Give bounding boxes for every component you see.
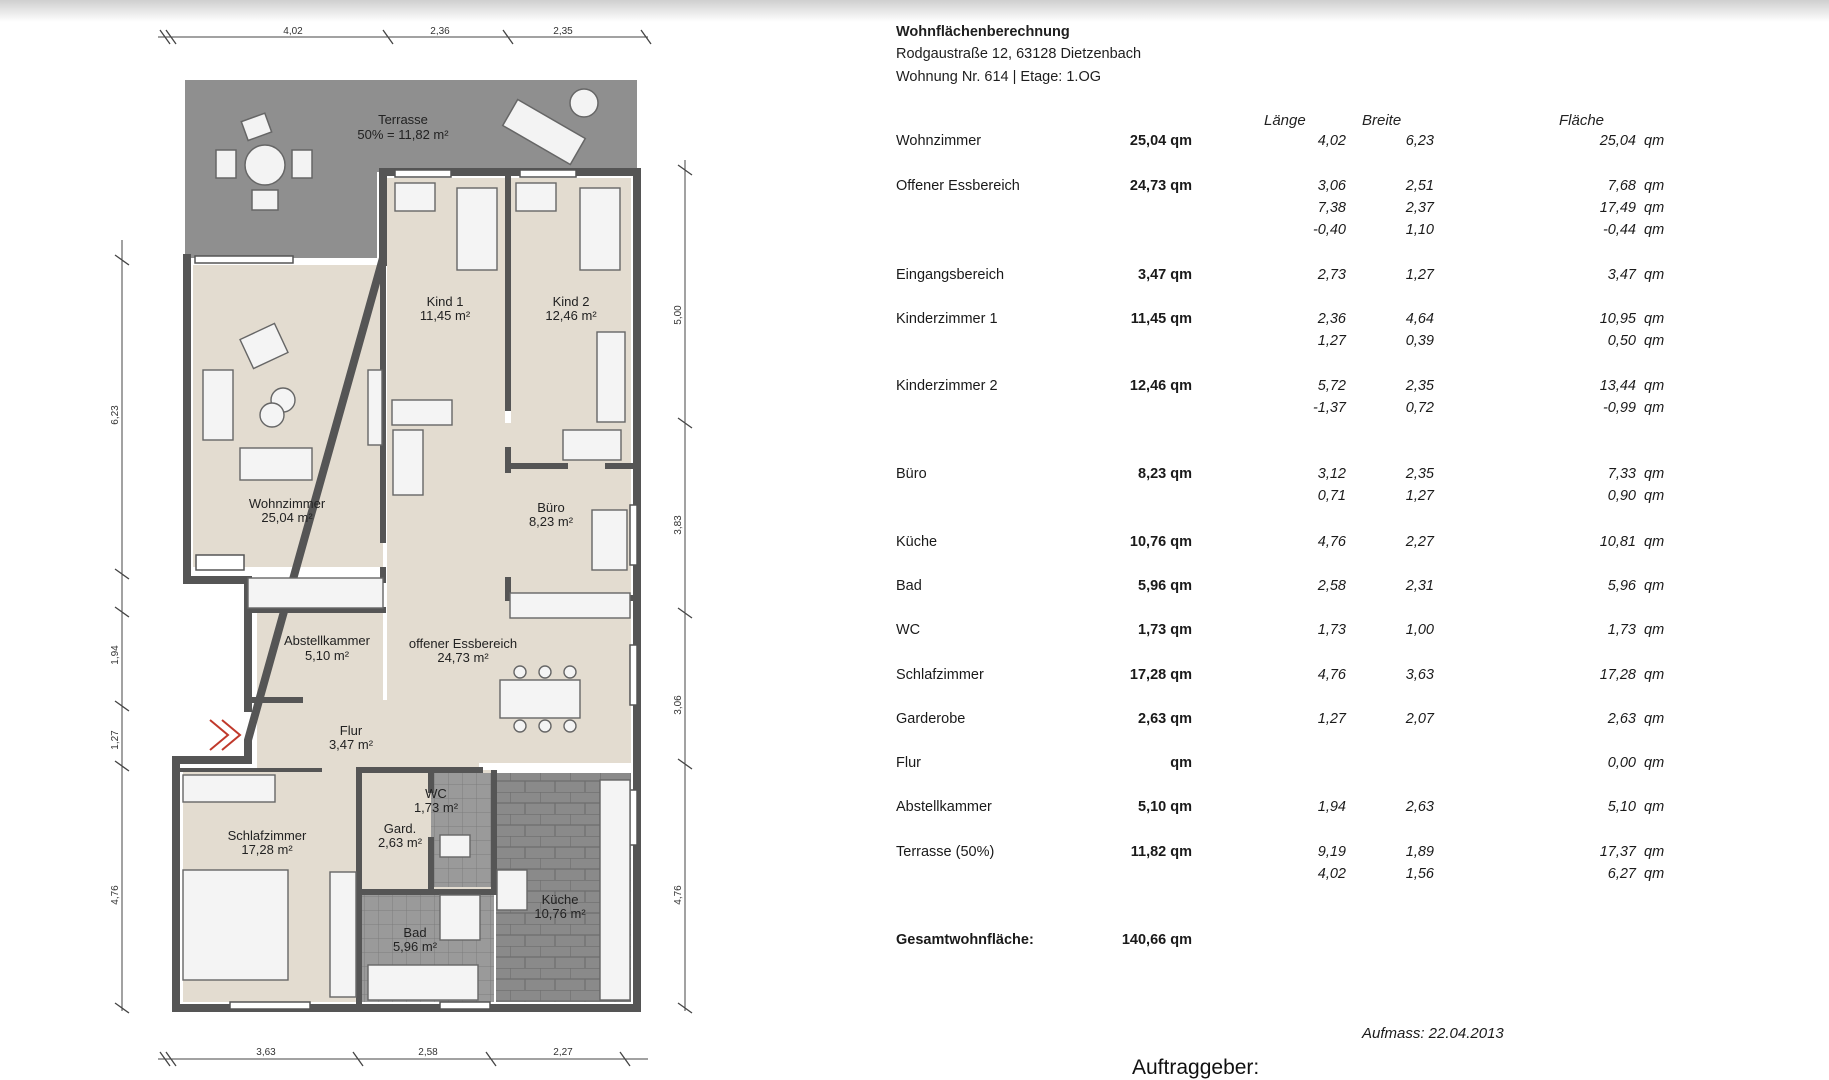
row-laenge: -0,40 [1312,222,1346,238]
dim-top-1: 4,02 [283,26,303,37]
row-unit: qm [1644,133,1665,149]
col-flaeche-header: Fläche [1559,112,1605,129]
row-flaeche: 0,00 [1607,755,1636,771]
row-laenge: 2,73 [1317,267,1346,283]
row-breite: 1,27 [1405,488,1434,504]
room-kueche-name: Küche [541,892,579,907]
row-unit: qm [1644,755,1665,771]
total-value: 140,66 qm [1121,932,1192,948]
table-row [896,333,1696,355]
room-abstellkammer-name: Abstellkammer [284,633,370,648]
row-laenge: 4,76 [1317,534,1346,550]
row-breite: 0,39 [1405,333,1434,349]
row-total: 3,47 qm [1138,267,1192,283]
row-name: Küche [896,534,938,550]
row-laenge: 4,02 [1317,133,1346,149]
row-unit: qm [1644,466,1665,482]
total-label: Gesamtwohnfläche: [896,932,1034,948]
row-name: Terrasse (50%) [896,844,995,860]
room-buero-area: 8,23 m² [528,514,574,529]
survey-date: Aufmass: 22.04.2013 [1362,1025,1504,1042]
table-row [896,622,1696,644]
row-breite: 4,64 [1405,311,1434,327]
room-flur-area: 3,47 m² [328,737,374,752]
row-total: 2,63 qm [1138,711,1192,727]
table-row [896,534,1696,556]
table-row [896,578,1696,600]
row-laenge: 4,02 [1317,866,1346,882]
sheet-address: Rodgaustraße 12, 63128 Dietzenbach [896,46,1142,62]
dim-left-4: 4,76 [110,885,121,905]
room-gard-area: 2,63 m² [377,835,423,850]
row-unit: qm [1644,844,1665,860]
row-unit: qm [1644,534,1665,550]
room-kind1-name: Kind 1 [426,294,464,309]
row-total: 11,82 qm [1130,844,1192,860]
row-flaeche: 1,73 [1607,622,1636,638]
dim-top-3: 2,35 [553,26,573,37]
row-total: 5,10 qm [1138,799,1192,815]
row-total: 11,45 qm [1130,311,1192,327]
room-essbereich-area: 24,73 m² [437,650,489,665]
row-laenge: 1,27 [1317,711,1346,727]
table-row [896,133,1696,155]
dim-right-4: 4,76 [673,885,684,905]
dim-top-2: 2,36 [430,26,450,37]
room-schlafzimmer-name: Schlafzimmer [227,828,307,843]
row-laenge: 2,36 [1317,311,1346,327]
row-breite: 2,07 [1405,711,1434,727]
row-breite: 2,35 [1405,466,1434,482]
row-breite: 2,37 [1405,200,1434,216]
row-flaeche: 10,95 [1599,311,1636,327]
row-name: Garderobe [896,711,966,727]
row-unit: qm [1644,178,1665,194]
row-laenge: 1,94 [1317,799,1346,815]
room-essbereich-name: offener Essbereich [408,636,518,651]
table-row [896,466,1696,488]
row-unit: qm [1644,333,1665,349]
row-name: Büro [896,466,927,482]
row-laenge: -1,37 [1312,400,1346,416]
row-breite: 1,00 [1405,622,1434,638]
row-name: Abstellkammer [896,799,992,815]
table-row [896,755,1696,777]
room-kind2-name: Kind 2 [552,294,590,309]
dim-left-1: 6,23 [110,405,121,425]
row-flaeche: -0,44 [1602,222,1636,238]
row-unit: qm [1644,667,1665,683]
table-row [896,844,1696,866]
row-unit: qm [1644,578,1665,594]
row-total: 24,73 qm [1129,178,1192,194]
room-terrasse-name: Terrasse [378,112,428,127]
client-label: Auftraggeber: [1132,1056,1260,1079]
row-breite: 1,56 [1405,866,1434,882]
row-flaeche: 3,47 [1607,267,1636,283]
row-breite: 2,63 [1405,799,1434,815]
row-total: qm [1170,755,1192,771]
table-row [896,400,1696,422]
row-flaeche: 0,50 [1607,333,1636,349]
area-calculation-sheet [896,22,1796,1079]
row-flaeche: 17,37 [1599,844,1636,860]
room-bad-name: Bad [403,925,427,940]
row-unit: qm [1644,711,1665,727]
row-total: 8,23 qm [1138,466,1192,482]
row-unit: qm [1644,622,1665,638]
dim-bottom-1: 3,63 [256,1047,276,1058]
row-flaeche: 0,90 [1607,488,1636,504]
row-flaeche: 17,28 [1599,667,1636,683]
row-name: Offener Essbereich [896,178,1020,194]
row-name: Bad [896,578,922,594]
row-breite: 2,35 [1405,378,1434,394]
table-row [896,488,1696,510]
row-flaeche: 10,81 [1599,534,1636,550]
table-row [896,200,1696,222]
col-laenge-header: Länge [1264,112,1306,129]
row-unit: qm [1644,400,1665,416]
row-unit: qm [1644,311,1665,327]
row-laenge: 3,12 [1317,466,1346,482]
row-flaeche: 25,04 [1599,133,1636,149]
sheet-title: Wohnflächenberechnung [896,24,1070,40]
row-flaeche: -0,99 [1602,400,1636,416]
row-unit: qm [1644,866,1665,882]
entrance-arrow-icon [210,720,240,750]
room-terrasse-area: 50% = 11,82 m² [357,127,449,142]
room-flur-name: Flur [339,723,363,738]
row-flaeche: 6,27 [1607,866,1636,882]
floor-plan [0,0,700,1080]
room-wohnzimmer-name: Wohnzimmer [248,496,326,511]
row-total: 5,96 qm [1138,578,1192,594]
room-kueche-area: 10,76 m² [534,906,586,921]
room-buero-name: Büro [537,500,565,515]
row-breite: 1,89 [1405,844,1434,860]
sheet-unit: Wohnung Nr. 614 | Etage: 1.OG [896,69,1102,85]
row-flaeche: 13,44 [1599,378,1636,394]
row-unit: qm [1644,378,1665,394]
row-name: WC [896,622,921,638]
row-flaeche: 17,49 [1599,200,1636,216]
table-row [896,866,1696,888]
row-name: Kinderzimmer 1 [896,311,998,327]
col-breite-header: Breite [1362,112,1402,129]
row-total: 10,76 qm [1129,534,1192,550]
dim-left-3: 1,27 [110,730,121,750]
room-wc-name: WC [425,786,447,801]
row-breite: 2,27 [1405,534,1434,550]
row-breite: 0,72 [1405,400,1434,416]
row-flaeche: 7,68 [1607,178,1636,194]
row-laenge: 9,19 [1317,844,1346,860]
room-kind1-area: 11,45 m² [419,308,471,323]
row-breite: 2,31 [1405,578,1434,594]
row-breite: 1,10 [1405,222,1434,238]
row-breite: 3,63 [1405,667,1434,683]
row-laenge: 4,76 [1317,667,1346,683]
row-unit: qm [1644,222,1665,238]
row-laenge: 5,72 [1317,378,1346,394]
row-total: 17,28 qm [1129,667,1192,683]
room-wohnzimmer-area: 25,04 m² [261,510,313,525]
row-name: Kinderzimmer 2 [896,378,998,394]
table-row [896,799,1696,821]
row-total: 25,04 qm [1129,133,1192,149]
row-name: Schlafzimmer [896,667,984,683]
row-laenge: 0,71 [1317,488,1346,504]
room-bad-area: 5,96 m² [392,939,438,954]
row-flaeche: 2,63 [1607,711,1636,727]
row-flaeche: 5,10 [1607,799,1636,815]
row-breite: 2,51 [1405,178,1434,194]
dim-bottom-2: 2,58 [418,1047,438,1058]
table-row [896,267,1696,289]
row-flaeche: 5,96 [1607,578,1636,594]
row-name: Wohnzimmer [896,133,982,149]
dim-left-2: 1,94 [110,645,121,665]
row-laenge: 3,06 [1317,178,1346,194]
row-unit: qm [1644,488,1665,504]
table-row [896,178,1696,200]
row-unit: qm [1644,799,1665,815]
row-name: Flur [896,755,921,771]
row-unit: qm [1644,200,1665,216]
dim-right-2: 3,83 [673,515,684,535]
table-row [896,378,1696,400]
table-row [896,667,1696,689]
room-abstellkammer-area: 5,10 m² [304,648,350,663]
room-gard-name: Gard. [383,821,417,836]
row-laenge: 2,58 [1317,578,1346,594]
dim-right-3: 3,06 [673,695,684,715]
row-breite: 1,27 [1405,267,1434,283]
room-schlafzimmer-area: 17,28 m² [241,842,293,857]
row-laenge: 7,38 [1317,200,1346,216]
row-total: 1,73 qm [1138,622,1192,638]
row-unit: qm [1644,267,1665,283]
dim-bottom-3: 2,27 [553,1047,573,1058]
row-total: 12,46 qm [1129,378,1192,394]
row-flaeche: 7,33 [1607,466,1636,482]
table-row [896,222,1696,244]
row-breite: 6,23 [1405,133,1434,149]
table-row [896,711,1696,733]
room-kind2-area: 12,46 m² [545,308,597,323]
row-laenge: 1,73 [1317,622,1346,638]
row-laenge: 1,27 [1317,333,1346,349]
dim-right-1: 5,00 [673,305,684,325]
table-row [896,311,1696,333]
row-name: Eingangsbereich [896,267,1005,283]
room-wc-area: 1,73 m² [413,800,459,815]
